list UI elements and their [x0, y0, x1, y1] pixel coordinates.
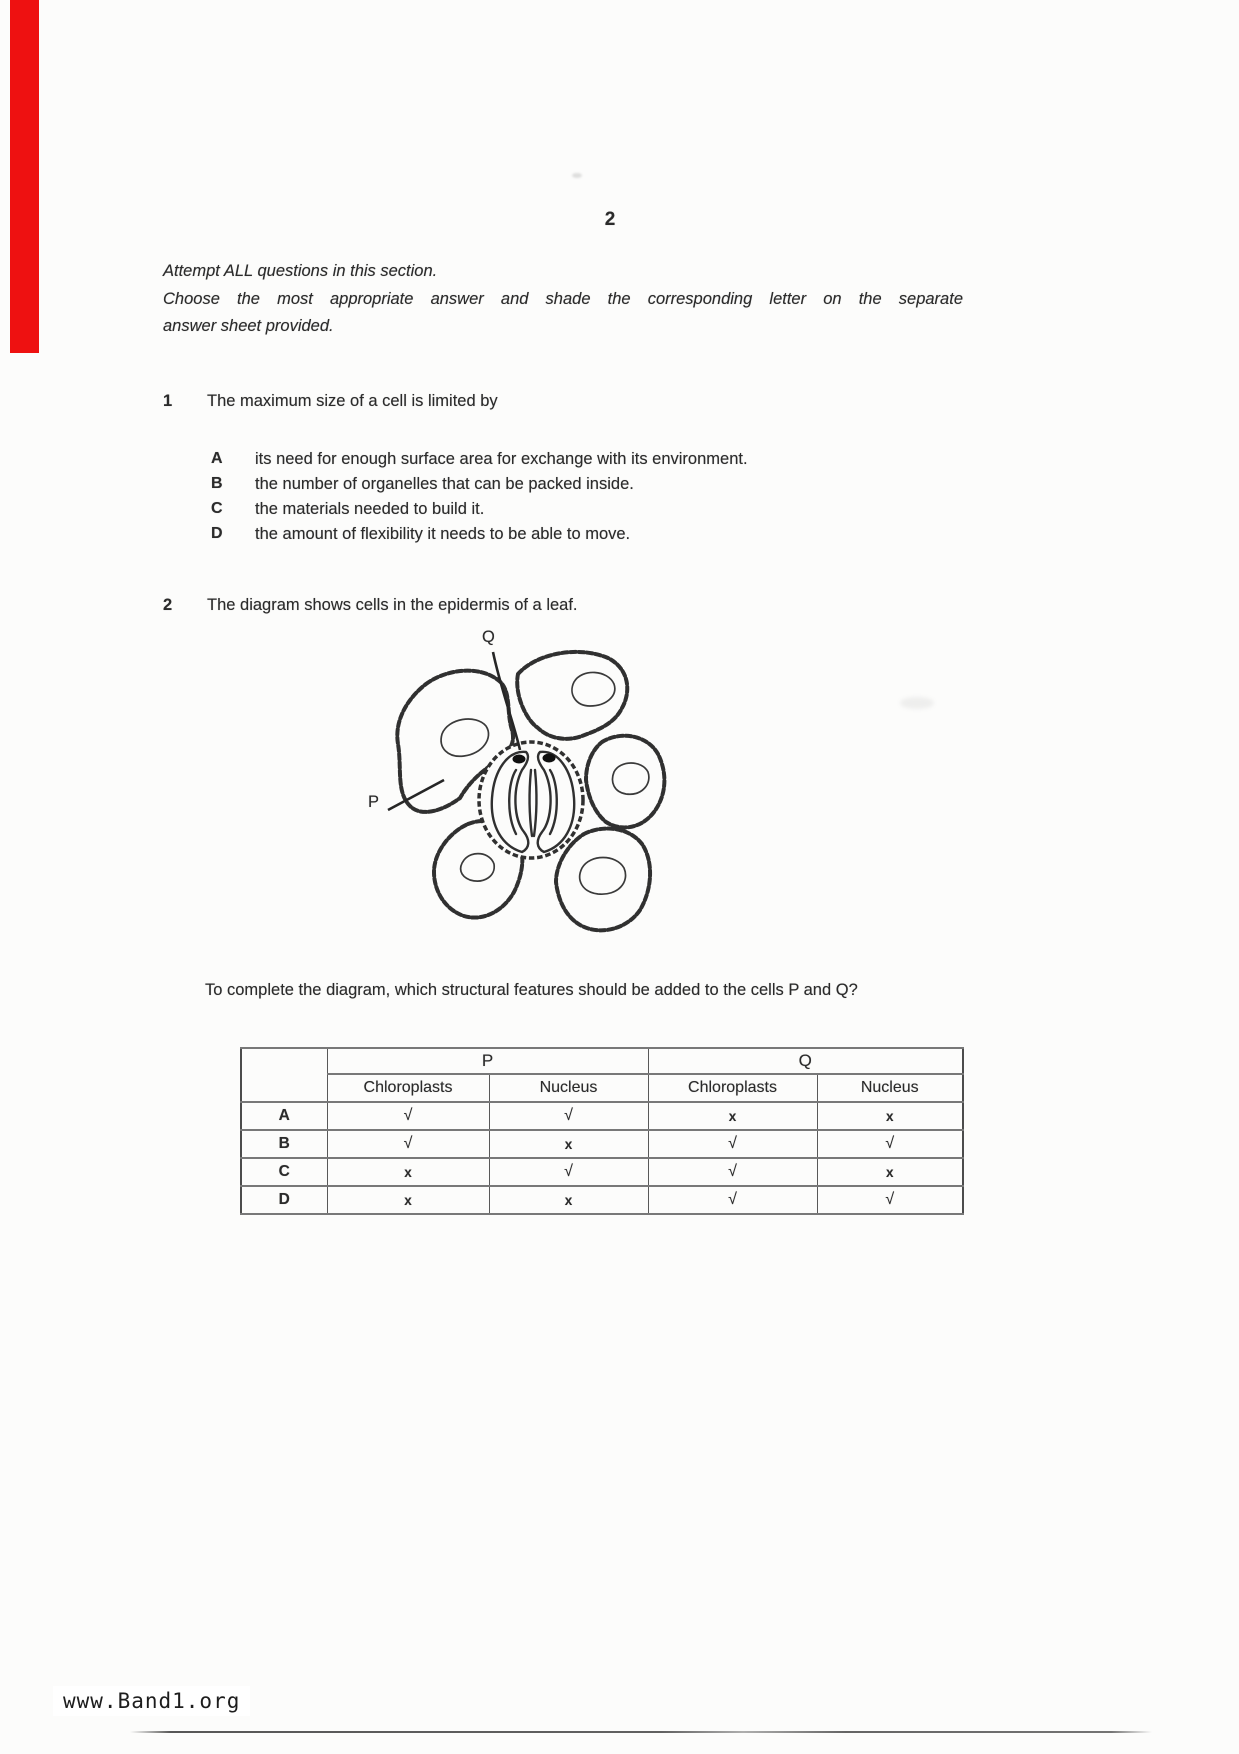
table-row-c: [241, 1158, 963, 1186]
answer-table: [240, 1047, 964, 1215]
row-letter: C: [241, 1158, 327, 1186]
scan-smudge-artifact: [900, 697, 934, 709]
q1-option-c-text: the materials needed to build it.: [255, 500, 485, 518]
epidermis-diagram: [368, 628, 668, 958]
table-row-d: [241, 1186, 963, 1214]
mark-cell: x: [817, 1102, 963, 1130]
diagram-label-p: P: [368, 793, 380, 811]
table-subheader-row: [241, 1074, 963, 1102]
q1-option-a-letter: A: [211, 450, 223, 467]
subheader-p-chloroplasts: Chloroplasts: [327, 1074, 489, 1102]
mark-cell: √: [648, 1158, 817, 1186]
footer-watermark: www.Band1.org: [53, 1686, 250, 1716]
table-corner-cell: [241, 1048, 327, 1102]
row-letter: A: [241, 1102, 327, 1130]
mark-cell: x: [648, 1102, 817, 1130]
q1-option-a-text: its need for enough surface area for exchange with its environment.: [255, 450, 748, 468]
row-letter: B: [241, 1130, 327, 1158]
mark-cell: x: [817, 1158, 963, 1186]
instructions-line-1: Attempt ALL questions in this section.: [163, 262, 438, 280]
mark-cell: x: [327, 1158, 489, 1186]
mark-cell: √: [489, 1158, 648, 1186]
bottom-scan-line: [130, 1731, 1152, 1733]
guard-cell-nucleus-right: [543, 754, 556, 763]
mark-cell: √: [648, 1186, 817, 1214]
q1-option-d-text: the amount of flexibility it needs to be able to move.: [255, 525, 631, 543]
mark-cell: √: [489, 1102, 648, 1130]
epidermal-cell-bottom-right: [556, 829, 650, 931]
subheader-q-nucleus: Nucleus: [817, 1074, 963, 1102]
page-number: 2: [604, 209, 616, 230]
table-row-b: [241, 1130, 963, 1158]
q1-option-d-letter: D: [211, 525, 223, 542]
mark-cell: x: [327, 1186, 489, 1214]
q2-followup-text: To complete the diagram, which structural features should be added to the cells P and Q?: [205, 981, 858, 999]
q1-option-b-letter: B: [211, 475, 223, 492]
mark-cell: √: [327, 1102, 489, 1130]
subheader-p-nucleus: Nucleus: [489, 1074, 648, 1102]
mark-cell: x: [489, 1130, 648, 1158]
mark-cell: √: [817, 1186, 963, 1214]
mark-cell: √: [327, 1130, 489, 1158]
question-1-text: The maximum size of a cell is limited by: [207, 392, 498, 410]
q1-option-b-text: the number of organelles that can be packed inside.: [255, 475, 634, 493]
question-2-text: The diagram shows cells in the epidermis of a leaf.: [207, 596, 578, 614]
question-1-number: 1: [163, 392, 173, 410]
scan-crease-artifact: [572, 173, 582, 178]
instructions-line-2: Choose the most appropriate answer and shade the corresponding letter on the separate: [163, 289, 963, 308]
subheader-q-chloroplasts: Chloroplasts: [648, 1074, 817, 1102]
guard-cell-ring: [479, 742, 583, 858]
question-2-number: 2: [163, 596, 173, 614]
section-instructions: [163, 258, 963, 341]
table-group-header-p: P: [327, 1048, 648, 1074]
table-group-header-row: [241, 1048, 963, 1074]
instructions-line-3: answer sheet provided.: [163, 317, 334, 335]
row-letter: D: [241, 1186, 327, 1214]
mark-cell: √: [648, 1130, 817, 1158]
mark-cell: √: [817, 1130, 963, 1158]
table-row-a: [241, 1102, 963, 1130]
diagram-label-q: Q: [482, 628, 495, 646]
red-margin-stripe: [10, 0, 39, 353]
guard-cell-nucleus-left: [513, 755, 526, 764]
mark-cell: x: [489, 1186, 648, 1214]
epidermal-cell-right: [586, 736, 664, 828]
table-group-header-q: Q: [648, 1048, 963, 1074]
q1-option-c-letter: C: [211, 500, 223, 517]
